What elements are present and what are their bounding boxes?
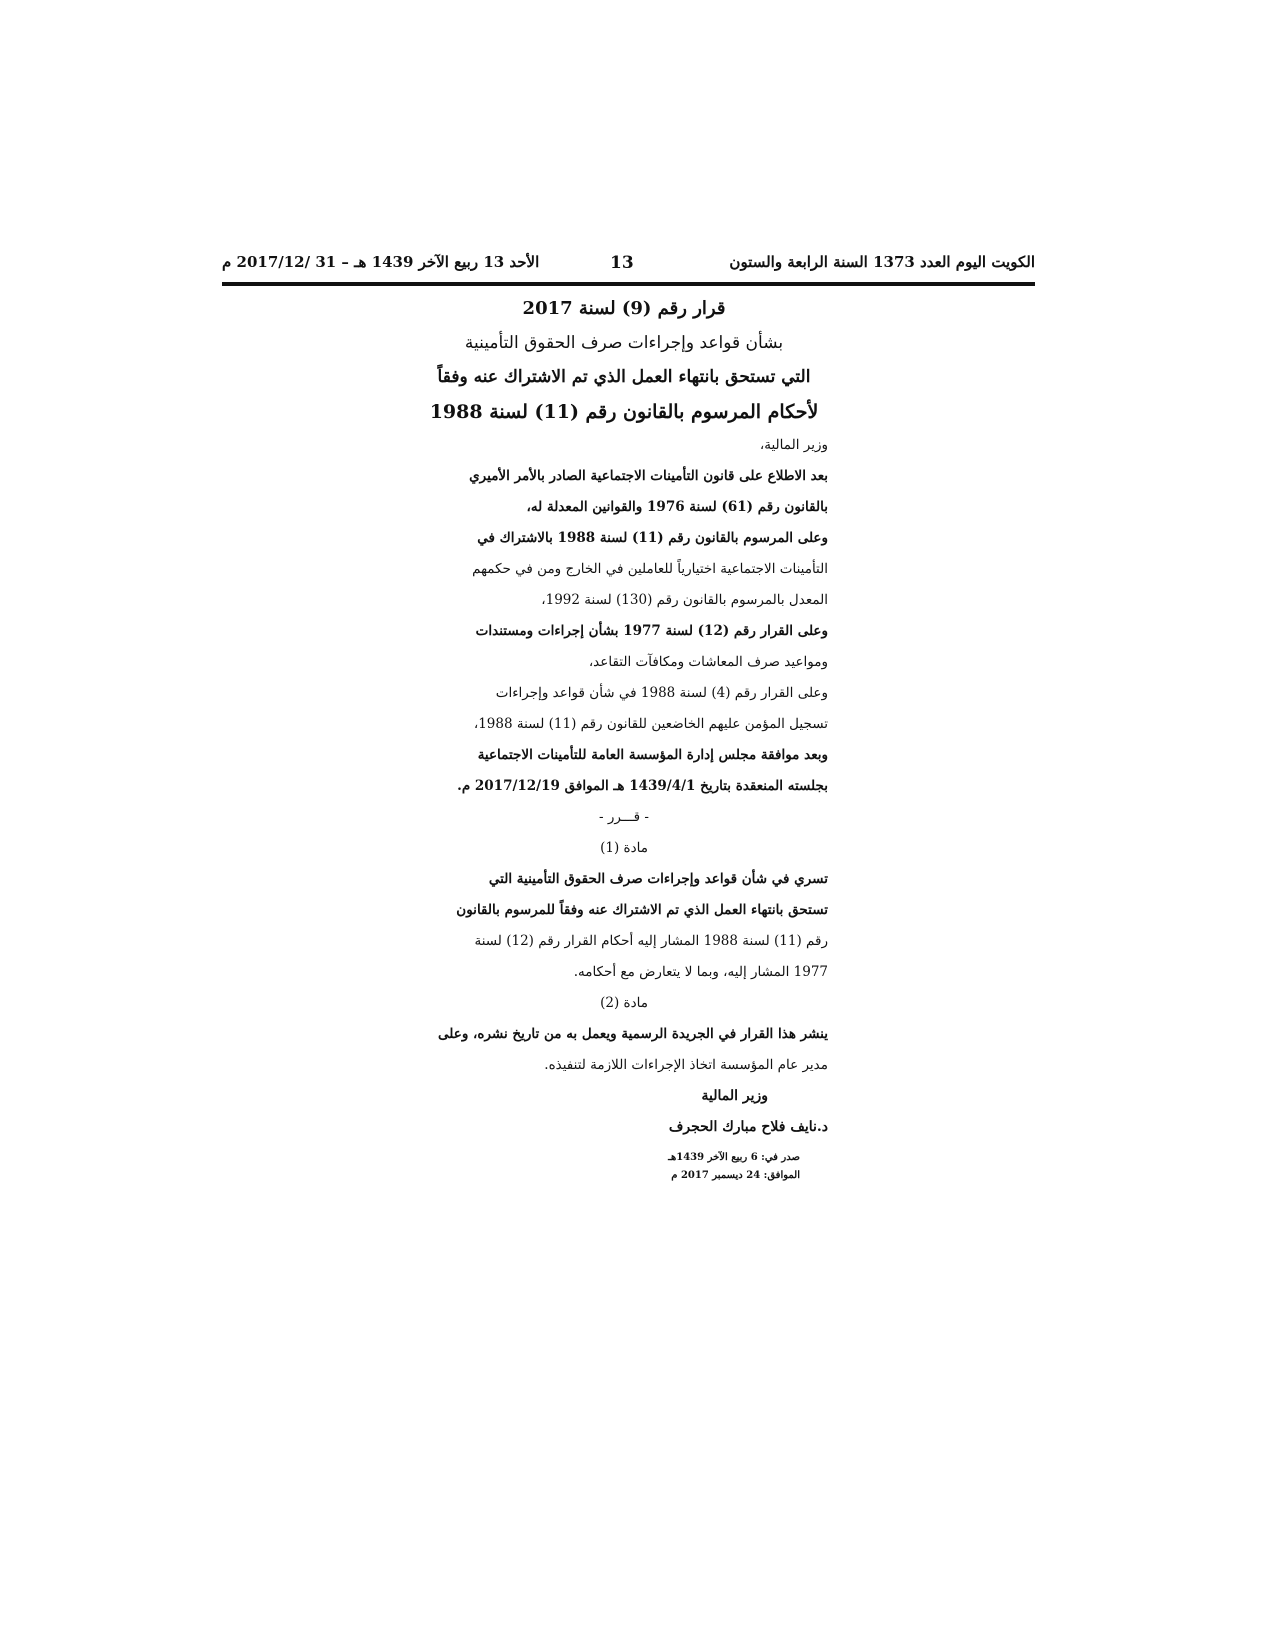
preamble-line: وعلى المرسوم بالقانون رقم (11) لسنة 1988 بالاشتراك في [477, 530, 828, 546]
article-2-heading: مادة (2) [600, 995, 648, 1011]
page-number: 13 [610, 253, 634, 273]
article-1-heading: مادة (1) [600, 840, 648, 856]
article-2-line: مدير عام المؤسسة اتخاذ الإجراءات اللازمة لتنفيذه. [544, 1057, 828, 1073]
article-1-line: تستحق بانتهاء العمل الذي تم الاشتراك عنه وفقاً للمرسوم بالقانون [456, 902, 828, 918]
signatory-name: د.نايف فلاح مبارك الحجرف [668, 1119, 828, 1135]
preamble-line: بجلسته المنعقدة بتاريخ 1439/4/1 هـ الموافق 2017/12/19 م. [457, 778, 828, 794]
article-1-line: رقم (11) لسنة 1988 المشار إليه أحكام القرار رقم (12) لسنة [474, 933, 828, 949]
preamble-line: وعلى القرار رقم (12) لسنة 1977 بشأن إجراءات ومستندات [475, 623, 828, 639]
header-date: الأحد 13 ربيع الآخر 1439 هـ – 31 /2017/12 م [222, 253, 540, 271]
preamble-line: تسجيل المؤمن عليهم الخاضعين للقانون رقم (11) لسنة 1988، [473, 716, 828, 732]
header-gazette: الكويت اليوم العدد 1373 السنة الرابعة والستون [729, 253, 1035, 271]
decree-body [420, 292, 828, 1185]
issue-date-gregorian: الموافق: 24 ديسمبر 2017 م [671, 1170, 800, 1181]
preamble-line: التأمينات الاجتماعية اختيارياً للعاملين في الخارج ومن في حكمهم [472, 561, 828, 577]
article-2-line: ينشر هذا القرار في الجريدة الرسمية ويعمل به من تاريخ نشره، وعلى [438, 1026, 828, 1042]
preamble-line: المعدل بالمرسوم بالقانون رقم (130) لسنة 1992، [541, 592, 828, 608]
header-rule [222, 282, 1035, 286]
page-header [222, 253, 1035, 279]
decree-subtitle-3: لأحكام المرسوم بالقانون رقم (11) لسنة 1988 [429, 401, 819, 423]
minister-line: وزير المالية، [759, 437, 828, 453]
decree-subtitle-2: التي تستحق بانتهاء العمل الذي تم الاشتراك عنه وفقاً [437, 367, 811, 387]
preamble-line: ومواعيد صرف المعاشات ومكافآت التقاعد، [588, 654, 828, 670]
decided-heading: - قـــرر - [599, 809, 649, 825]
decree-subtitle-1: بشأن قواعد وإجراءات صرف الحقوق التأمينية [464, 333, 784, 353]
decree-title: قرار رقم (9) لسنة 2017 [522, 298, 726, 319]
issue-date-hijri: صدر في: 6 ربيع الآخر 1439هـ [668, 1152, 800, 1163]
article-1-line: تسري في شأن قواعد وإجراءات صرف الحقوق التأمينية التي [488, 871, 828, 887]
article-1-line: 1977 المشار إليه، وبما لا يتعارض مع أحكامه. [573, 964, 828, 980]
preamble-line: بعد الاطلاع على قانون التأمينات الاجتماعية الصادر بالأمر الأميري [469, 468, 828, 484]
preamble-line: بالقانون رقم (61) لسنة 1976 والقوانين المعدلة له، [526, 499, 828, 515]
preamble-line: وبعد موافقة مجلس إدارة المؤسسة العامة للتأمينات الاجتماعية [477, 747, 828, 763]
signatory-title: وزير المالية [701, 1088, 768, 1104]
preamble-line: وعلى القرار رقم (4) لسنة 1988 في شأن قواعد وإجراءات [495, 685, 828, 701]
